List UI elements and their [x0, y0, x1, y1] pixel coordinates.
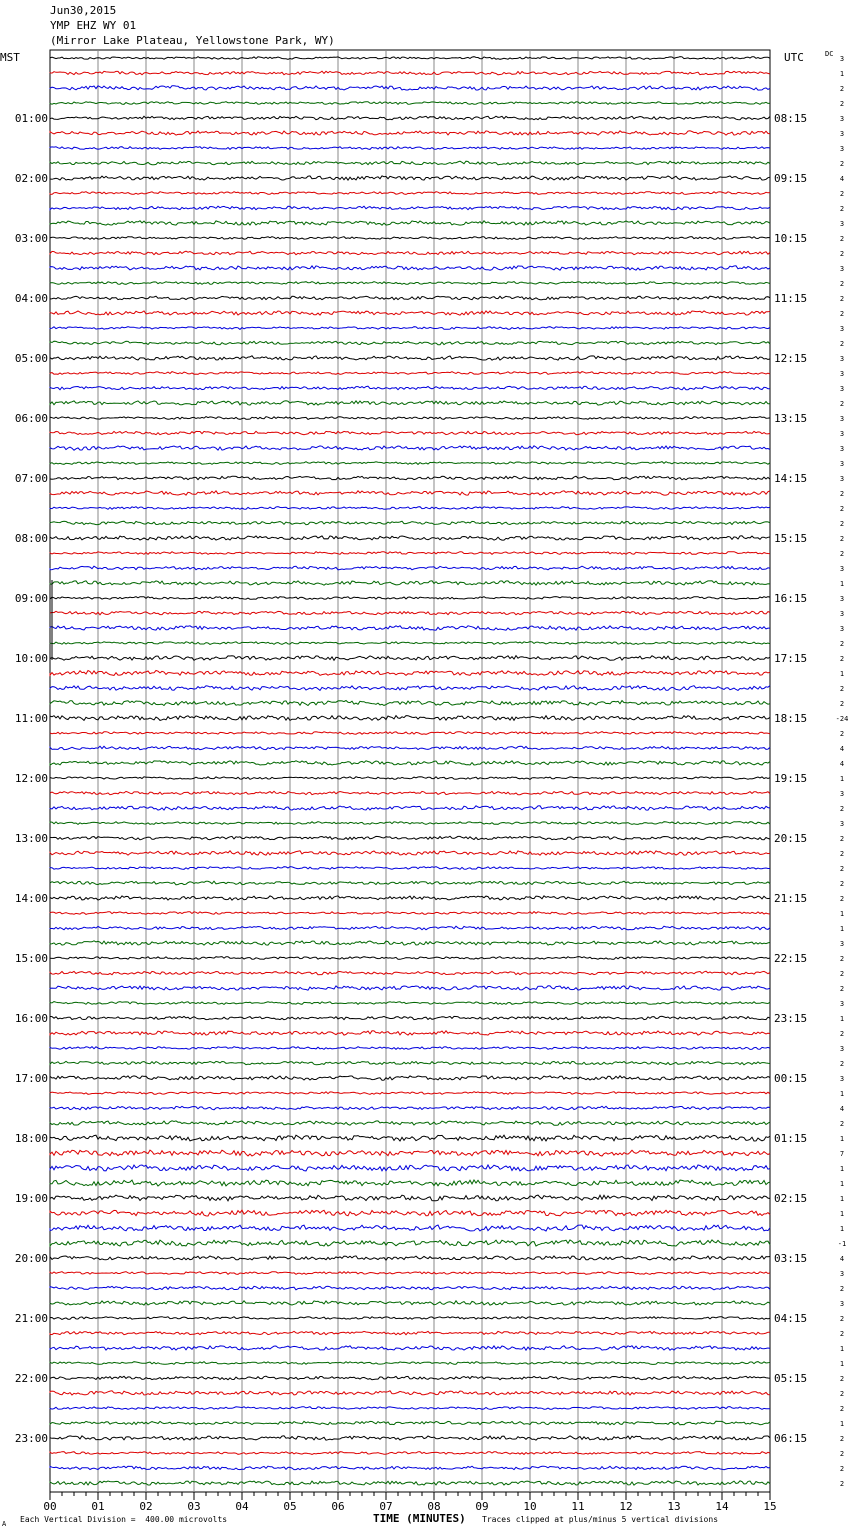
dc-offset-label: -24: [835, 715, 849, 723]
dc-offset-label: 2: [839, 880, 845, 888]
dc-offset-label: 3: [839, 475, 845, 483]
trace-line: [50, 1061, 770, 1064]
trace-line: [50, 536, 770, 540]
dc-offset-label: 2: [839, 1465, 845, 1473]
trace-line: [50, 1421, 770, 1425]
left-hour-label: 03:00: [14, 232, 48, 245]
left-hour-label: 04:00: [14, 292, 48, 305]
location-label: (Mirror Lake Plateau, Yellowstone Park, WY): [50, 34, 335, 47]
dc-offset-label: 1: [839, 580, 845, 588]
right-timezone-label: UTC: [784, 51, 804, 64]
trace-line: [50, 1362, 770, 1365]
dc-offset-label: 3: [839, 625, 845, 633]
left-hour-label: 13:00: [14, 832, 48, 845]
dc-offset-label: 4: [839, 745, 845, 753]
dc-offset-label: 3: [839, 115, 845, 123]
right-hour-label: 09:15: [774, 172, 808, 185]
trace-line: [50, 1225, 770, 1231]
left-hour-label: 08:00: [14, 532, 48, 545]
dc-offset-label: 2: [839, 1435, 845, 1443]
left-hour-label: 14:00: [14, 892, 48, 905]
dc-offset-label: 2: [839, 100, 845, 108]
dc-offset-label: 2: [839, 655, 845, 663]
trace-line: [50, 71, 770, 75]
trace-line: [50, 746, 770, 750]
left-hour-label: 11:00: [14, 712, 48, 725]
dc-offset-label: 1: [839, 1195, 845, 1203]
right-hour-label: 11:15: [774, 292, 808, 305]
left-hour-label: 07:00: [14, 472, 48, 485]
x-tick-label: 03: [187, 1500, 201, 1513]
trace-line: [50, 986, 770, 990]
trace-line: [50, 1047, 770, 1050]
trace-line: [50, 1002, 770, 1005]
left-hour-label: 19:00: [14, 1192, 48, 1205]
trace-line: [50, 642, 770, 645]
trace-line: [50, 896, 770, 900]
dc-offset-label: 2: [839, 310, 845, 318]
left-hour-label: 01:00: [14, 112, 48, 125]
trace-line: [50, 176, 770, 180]
dc-offset-label: 3: [839, 1000, 845, 1008]
dc-offset-label: 1: [839, 1180, 845, 1188]
x-tick-label: 04: [235, 1500, 249, 1513]
dc-offset-label: 2: [839, 1060, 845, 1068]
trace-line: [50, 206, 770, 210]
dc-offset-label: 2: [839, 85, 845, 93]
left-hour-label: 10:00: [14, 652, 48, 665]
trace-line: [50, 266, 770, 270]
left-hour-label: 02:00: [14, 172, 48, 185]
trace-line: [50, 1016, 770, 1019]
dc-offset-label: 3: [839, 790, 845, 798]
right-hour-label: 19:15: [774, 772, 808, 785]
dc-offset-label: 2: [839, 295, 845, 303]
trace-line: [50, 341, 770, 345]
trace-line: [50, 1121, 770, 1125]
trace-line: [50, 491, 770, 495]
dc-offset-label: 2: [839, 400, 845, 408]
dc-offset-label: 1: [839, 670, 845, 678]
trace-line: [50, 777, 770, 780]
right-hour-label: 08:15: [774, 112, 808, 125]
trace-line: [50, 566, 770, 570]
trace-line: [50, 311, 770, 315]
right-hour-label: 05:15: [774, 1372, 808, 1385]
trace-line: [50, 147, 770, 150]
trace-line: [50, 417, 770, 420]
dc-offset-label: 1: [839, 1090, 845, 1098]
x-tick-label: 15: [763, 1500, 777, 1513]
trace-line: [50, 521, 770, 525]
trace-line: [50, 86, 770, 90]
trace-line: [50, 1452, 770, 1455]
x-tick-label: 08: [427, 1500, 441, 1513]
right-hour-label: 20:15: [774, 832, 808, 845]
dc-offset-label: 4: [839, 175, 845, 183]
x-tick-label: 09: [475, 1500, 489, 1513]
x-tick-label: 11: [571, 1500, 585, 1513]
right-hour-label: 00:15: [774, 1072, 808, 1085]
dc-offset-label: 2: [839, 490, 845, 498]
dc-offset-label: 3: [839, 610, 845, 618]
trace-line: [50, 926, 770, 930]
trace-line: [50, 552, 770, 555]
dc-offset-label: 3: [839, 460, 845, 468]
dc-offset-label: 2: [839, 235, 845, 243]
dc-offset-label: 4: [839, 760, 845, 768]
dc-offset-label: 3: [839, 820, 845, 828]
trace-line: [50, 941, 770, 945]
trace-line: [50, 1135, 770, 1141]
dc-offset-label: 2: [839, 340, 845, 348]
trace-line: [50, 822, 770, 825]
trace-line: [50, 626, 770, 630]
trace-line: [50, 116, 770, 120]
dc-offset-label: 2: [839, 505, 845, 513]
trace-line: [50, 791, 770, 794]
right-hour-label: 03:15: [774, 1252, 808, 1265]
right-hour-label: 10:15: [774, 232, 808, 245]
dc-offset-label: 2: [839, 1030, 845, 1038]
dc-offset-label: 3: [839, 355, 845, 363]
dc-offset-label: 3: [839, 445, 845, 453]
dc-offset-label: 2: [839, 850, 845, 858]
dc-header-label: DC: [825, 50, 834, 58]
dc-offset-label: 1: [839, 1135, 845, 1143]
dc-offset-label: 3: [839, 940, 845, 948]
dc-offset-label: 1: [839, 1360, 845, 1368]
dc-offset-label: 3: [839, 430, 845, 438]
dc-offset-label: 2: [839, 835, 845, 843]
trace-line: [50, 221, 770, 225]
right-hour-label: 18:15: [774, 712, 808, 725]
dc-offset-label: 3: [839, 370, 845, 378]
dc-offset-label: 3: [839, 595, 845, 603]
trace-line: [50, 1150, 770, 1156]
x-axis-title: TIME (MINUTES): [373, 1512, 466, 1525]
trace-line: [50, 1466, 770, 1470]
dc-offset-label: 2: [839, 1390, 845, 1398]
dc-offset-label: 2: [839, 1450, 845, 1458]
trace-line: [50, 611, 770, 615]
trace-line: [50, 806, 770, 810]
trace-line: [50, 251, 770, 255]
trace-line: [50, 1092, 770, 1095]
x-tick-label: 02: [139, 1500, 153, 1513]
dc-offset-label: 1: [839, 1225, 845, 1233]
trace-line: [50, 671, 770, 676]
dc-offset-label: 3: [839, 1270, 845, 1278]
clip-note: Traces clipped at plus/minus 5 vertical divisions: [482, 1515, 719, 1524]
dc-offset-label: 3: [839, 55, 845, 63]
dc-offset-label: 2: [839, 865, 845, 873]
trace-line: [50, 1286, 770, 1290]
dc-offset-label: 3: [839, 385, 845, 393]
trace-line: [50, 131, 770, 135]
trace-line: [50, 881, 770, 885]
right-hour-label: 04:15: [774, 1312, 808, 1325]
trace-line: [50, 102, 770, 105]
dc-offset-label: 2: [839, 805, 845, 813]
dc-offset-label: 2: [839, 1120, 845, 1128]
trace-line: [50, 1256, 770, 1260]
dc-offset-label: 1: [839, 1165, 845, 1173]
dc-offset-label: 2: [839, 700, 845, 708]
trace-line: [50, 446, 770, 450]
left-hour-label: 20:00: [14, 1252, 48, 1265]
right-hour-label: 12:15: [774, 352, 808, 365]
x-tick-label: 14: [715, 1500, 729, 1513]
trace-line: [50, 1180, 770, 1186]
dc-offset-label: 2: [839, 1375, 845, 1383]
trace-line: [50, 1240, 770, 1246]
dc-offset-label: 3: [839, 325, 845, 333]
trace-line: [50, 1106, 770, 1110]
trace-line: [50, 867, 770, 870]
trace-line: [50, 957, 770, 960]
right-hour-label: 14:15: [774, 472, 808, 485]
trace-line: [50, 597, 770, 600]
dc-offset-label: 3: [839, 1045, 845, 1053]
right-hour-label: 22:15: [774, 952, 808, 965]
dc-offset-label: 2: [839, 955, 845, 963]
trace-line: [50, 1317, 770, 1320]
dc-offset-label: 2: [839, 1405, 845, 1413]
trace-line: [50, 1165, 770, 1171]
dc-offset-label: 1: [839, 1420, 845, 1428]
dc-offset-label: 2: [839, 1480, 845, 1488]
dc-offset-label: 2: [839, 205, 845, 213]
dc-offset-label: 3: [839, 1075, 845, 1083]
trace-line: [50, 1195, 770, 1201]
right-hour-label: 02:15: [774, 1192, 808, 1205]
dc-offset-label: 2: [839, 640, 845, 648]
dc-offset-label: 3: [839, 130, 845, 138]
dc-offset-label: 4: [839, 1255, 845, 1263]
right-hour-label: 15:15: [774, 532, 808, 545]
right-hour-label: 01:15: [774, 1132, 808, 1145]
trace-line: [50, 701, 770, 706]
left-hour-label: 12:00: [14, 772, 48, 785]
left-hour-label: 05:00: [14, 352, 48, 365]
trace-line: [50, 1407, 770, 1410]
left-hour-label: 15:00: [14, 952, 48, 965]
dc-offset-label: 3: [839, 220, 845, 228]
dc-offset-label: 2: [839, 520, 845, 528]
dc-offset-label: 1: [839, 1210, 845, 1218]
trace-line: [50, 1076, 770, 1080]
trace-line: [50, 1436, 770, 1440]
x-tick-label: 06: [331, 1500, 345, 1513]
dc-offset-label: 2: [839, 1315, 845, 1323]
trace-line: [50, 386, 770, 390]
trace-line: [50, 1331, 770, 1334]
dc-offset-label: 2: [839, 970, 845, 978]
dc-offset-label: 2: [839, 550, 845, 558]
trace-line: [50, 1391, 770, 1395]
trace-line: [50, 401, 770, 405]
dc-offset-label: 2: [839, 895, 845, 903]
dc-offset-label: 3: [839, 1300, 845, 1308]
dc-offset-label: 1: [839, 1015, 845, 1023]
trace-line: [50, 1301, 770, 1305]
dc-offset-label: 1: [839, 70, 845, 78]
dc-offset-label: 2: [839, 730, 845, 738]
left-hour-label: 22:00: [14, 1372, 48, 1385]
x-tick-label: 01: [91, 1500, 105, 1513]
right-hour-label: 06:15: [774, 1432, 808, 1445]
dc-offset-label: 1: [839, 910, 845, 918]
trace-line: [50, 716, 770, 721]
left-hour-label: 16:00: [14, 1012, 48, 1025]
trace-line: [50, 237, 770, 240]
trace-line: [50, 1346, 770, 1350]
dc-offset-label: 2: [839, 190, 845, 198]
corner-mark: A: [2, 1520, 7, 1528]
dc-offset-label: 4: [839, 1105, 845, 1113]
dc-offset-label: 3: [839, 265, 845, 273]
x-tick-label: 05: [283, 1500, 297, 1513]
trace-line: [50, 1210, 770, 1216]
dc-offset-label: 2: [839, 1330, 845, 1338]
dc-offset-label: -1: [837, 1240, 847, 1248]
left-hour-label: 09:00: [14, 592, 48, 605]
trace-line: [50, 851, 770, 855]
dc-offset-label: 1: [839, 775, 845, 783]
x-tick-label: 00: [43, 1500, 57, 1513]
station-label: YMP EHZ WY 01: [50, 19, 137, 32]
left-hour-label: 21:00: [14, 1312, 48, 1325]
trace-line: [50, 836, 770, 840]
trace-line: [50, 282, 770, 285]
dc-offset-label: 2: [839, 160, 845, 168]
trace-line: [50, 761, 770, 765]
trace-line: [50, 507, 770, 510]
trace-line: [50, 912, 770, 915]
x-tick-label: 12: [619, 1500, 633, 1513]
right-hour-label: 13:15: [774, 412, 808, 425]
left-hour-label: 18:00: [14, 1132, 48, 1145]
date-label: Jun30,2015: [50, 4, 117, 17]
trace-line: [50, 462, 770, 465]
dc-offset-label: 1: [839, 1345, 845, 1353]
dc-offset-label: 2: [839, 985, 845, 993]
trace-line: [50, 296, 770, 300]
trace-line: [50, 356, 770, 360]
right-hour-label: 21:15: [774, 892, 808, 905]
right-hour-label: 16:15: [774, 592, 808, 605]
trace-line: [50, 431, 770, 434]
dc-offset-label: 2: [839, 685, 845, 693]
dc-offset-label: 3: [839, 415, 845, 423]
trace-line: [50, 1272, 770, 1275]
left-hour-label: 17:00: [14, 1072, 48, 1085]
trace-line: [50, 327, 770, 330]
trace-line: [50, 1376, 770, 1380]
x-tick-label: 13: [667, 1500, 681, 1513]
trace-line: [50, 192, 770, 195]
dc-offset-label: 2: [839, 250, 845, 258]
trace-line: [50, 732, 770, 735]
trace-line: [50, 372, 770, 375]
trace-line: [50, 1481, 770, 1485]
x-tick-label: 10: [523, 1500, 537, 1513]
trace-line: [50, 686, 770, 691]
trace-line: [50, 971, 770, 975]
dc-offset-label: 7: [839, 1150, 845, 1158]
left-timezone-label: MST: [0, 51, 20, 64]
trace-line: [50, 1031, 770, 1035]
trace-line: [50, 656, 770, 661]
right-hour-label: 17:15: [774, 652, 808, 665]
dc-offset-label: 1: [839, 925, 845, 933]
dc-offset-label: 3: [839, 145, 845, 153]
scale-note: Each Vertical Division = 400.00 microvolts: [20, 1515, 228, 1524]
trace-line: [50, 476, 770, 480]
dc-offset-label: 2: [839, 535, 845, 543]
left-hour-label: 23:00: [14, 1432, 48, 1445]
left-hour-label: 06:00: [14, 412, 48, 425]
dc-offset-label: 2: [839, 1285, 845, 1293]
dc-offset-label: 3: [839, 565, 845, 573]
trace-line: [50, 161, 770, 165]
trace-line: [50, 57, 770, 60]
x-tick-label: 07: [379, 1500, 393, 1513]
trace-line: [50, 581, 770, 585]
dc-offset-label: 2: [839, 280, 845, 288]
right-hour-label: 23:15: [774, 1012, 808, 1025]
